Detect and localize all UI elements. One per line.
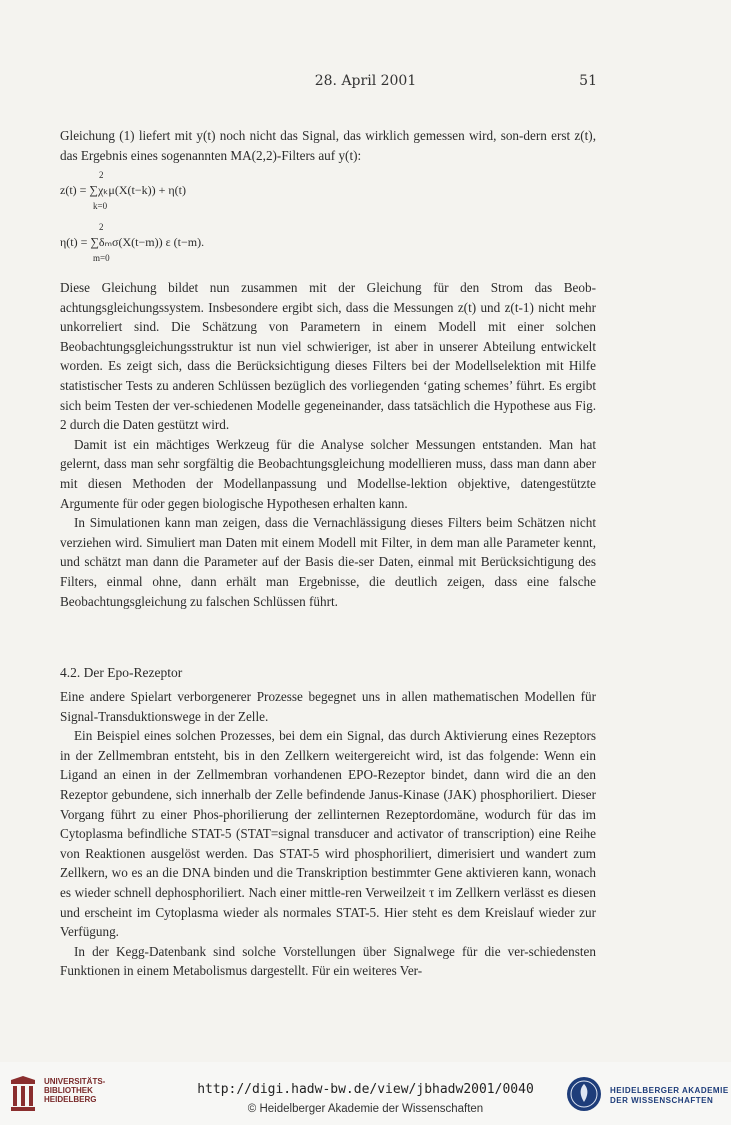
library-name: UNIVERSITÄTS- BIBLIOTHEK HEIDELBERG (44, 1077, 106, 1104)
permalink-url[interactable]: http://digi.hadw-bw.de/view/jbhadw2001/0040 (197, 1082, 534, 1097)
equation-body: η(t) = ∑δₘσ(X(t−m)) ε (t−m). (60, 235, 205, 249)
paragraph: Ein Beispiel eines solchen Prozesses, bei dem ein Signal, das durch Aktivierung eines Rezeptors in der Zellmembran entsteht, bis in den Zellkern weitergereicht wird, ist das folgende: Wenn ein Ligand an einen in der Zellmembran vorhandenen EPO-Rezeptor bindet, dann wird die an den Rezeptor gebundene, sich innerhalb der Zelle befindende Janus-Kinase (JAK) phosphoriliert. Dieser Vorgang führt zu einer Phos-phorilierung der zellinternen Rezeptordomäne, wodurch für das im Cytoplasma befindliche STAT-5 (STAT=signal transducer and activator of transcription) eine Reihe von Reaktionen ausgelöst werden. Das STAT-5 wird phosphoriliert, dimerisiert und wandert zum Zellkern, wo es an die DNA binden und die Transkription bestimmter Gene aktivieren kann, wonach es wieder schnell dephosphoriliert. Nach einer mittle-ren Verweilzeit τ im Zellkern verlässt es diesen und erscheint im Cytoplasma wieder als normales STAT-5. Hier steht es dem Kreislauf wieder zur Verfügung. (60, 728, 596, 940)
paragraph: Diese Gleichung bildet nun zusammen mit der Gleichung für den Strom das Beob-achtungsgleichungssystem. Insbesondere ergibt sich, dass die Messungen z(t) und z(t-1) nicht mehr unkorreliert sind. Die Schätzung von Parametern in einem Modell mit einer solchen Beobachtungsgleichungsstruktur ist nun viel schwieriger, ist aber in unserer Abteilung entwickelt worden. Es zeigt sich, dass die Berücksichtigung dieses Filters bei der Modellselektion mit Hilfe statistischer Tests zu anderen Schlüssen bezüglich des vorliegenden ‘gating schemes’ führt. Es ergibt sich beim Testen der ver-schiedenen Modelle gegeneinander, dass tatsächlich die Hypothese aus Fig. 2 durch die Daten gestützt wird. (60, 280, 596, 433)
sum-lower-limit: k=0 (93, 201, 108, 211)
paragraph: Gleichung (1) liefert mit y(t) noch nicht das Signal, das wirklich gemessen wird, son-dern erst z(t), das Ergebnis eines sogenannten MA(2,2)-Filters auf y(t): (60, 128, 596, 163)
equation-body: z(t) = ∑χₖμ(X(t−k)) + η(t) (60, 183, 186, 197)
sum-upper-limit: 2 (99, 170, 104, 180)
section-paragraph-block (60, 687, 596, 981)
sum-lower-limit: m=0 (93, 253, 110, 263)
copyright-notice: © Heidelberger Akademie der Wissenschaften (247, 1103, 484, 1115)
academy-seal-icon (566, 1076, 602, 1112)
intro-paragraph-block (60, 126, 596, 165)
sum-upper-limit: 2 (99, 222, 104, 232)
paragraph: Eine andere Spielart verborgenerer Prozesse begegnet uns in allen mathematischen Modellen für Signal-Transduktionswege in der Zelle. (60, 689, 596, 724)
digitization-footer (0, 1062, 731, 1125)
running-header-date: 28. April 2001 (314, 73, 417, 89)
academy-name: HEIDELBERGER AKADEMIE DER WISSENSCHAFTEN (610, 1086, 729, 1105)
main-paragraph-block (60, 278, 596, 611)
page-number: 51 (579, 73, 597, 89)
section-heading: 4.2. Der Epo-Rezeptor (60, 665, 183, 680)
paragraph: Damit ist ein mächtiges Werkzeug für die Analyse solcher Messungen entstanden. Man hat gelernt, dass man sehr sorgfältig die Beobachtungsgleichung modellieren muss, dass man dann aber mit diesen Methoden der Modellanpassung und Modellse-lektion objektive, datengestützte Argumente für oder gegen biologische Hypothesen erhalten kann. (60, 436, 596, 511)
paragraph: In der Kegg-Datenbank sind solche Vorstellungen über Signalwege für die ver-schiedensten Funktionen in einem Metabolismus dargestellt. Für ein weiteres Ver- (60, 943, 596, 979)
paragraph: In Simulationen kann man zeigen, dass die Vernachlässigung dieses Filters beim Schätzen nicht verziehen wird. Simuliert man Daten mit einem Modell mit Filter, in dem man alle Parameter kennt, und schätzt man dann die Parameter auf der Basis die-ser Daten, einmal mit Berücksichtigung des Filters, einmal ohne, dann erhält man Ergebnisse, die deutlich zeigen, dass eine falsche Beobachtungsgleichung zu falschen Schlüssen führt. (60, 515, 596, 609)
